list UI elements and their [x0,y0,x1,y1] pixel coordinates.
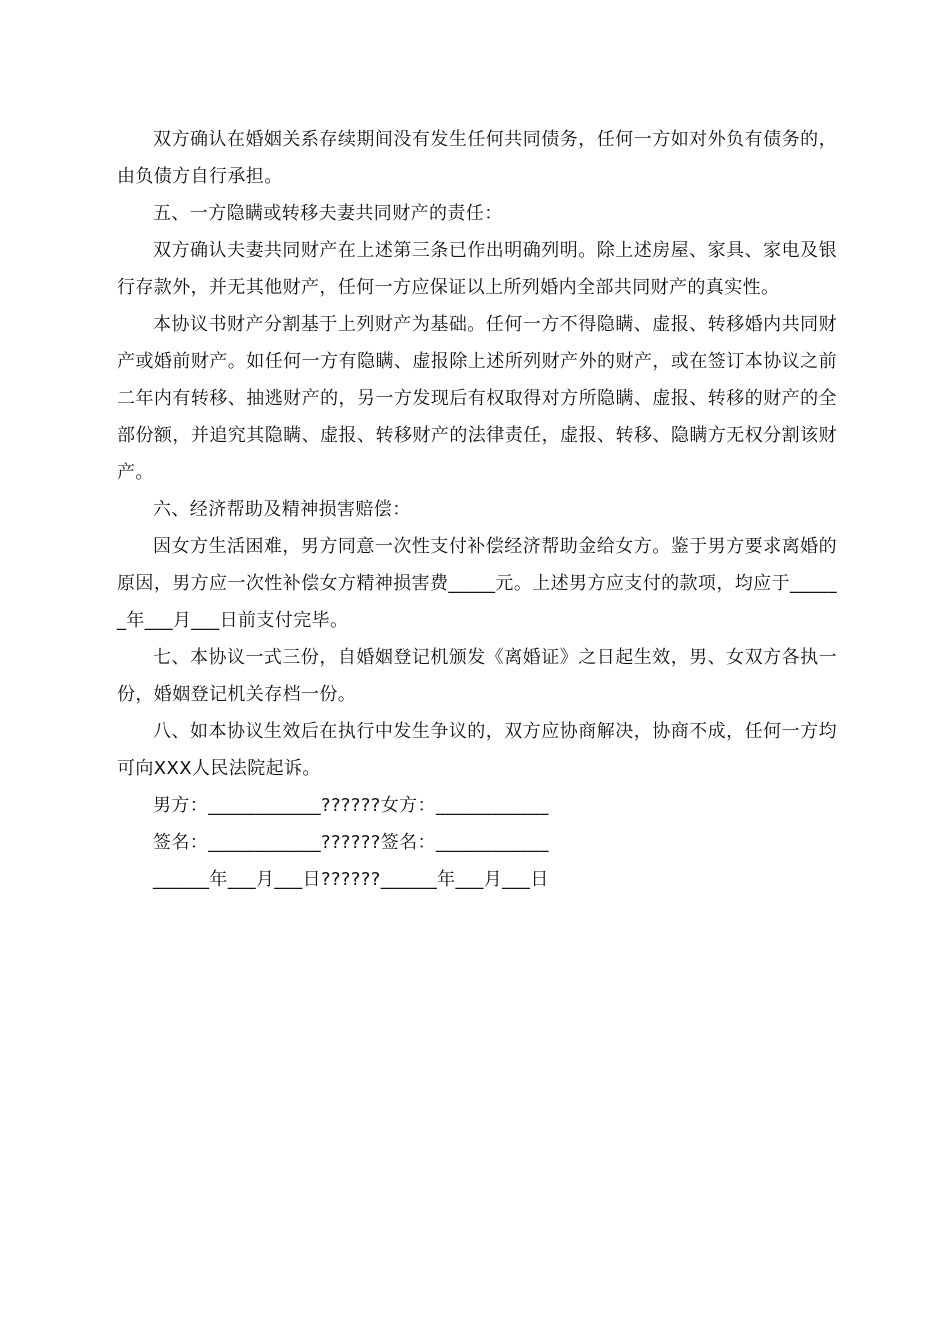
paragraph-property-concealment: 本协议书财产分割基于上列财产为基础。任何一方不得隐瞒、虚报、转移婚内共同财产或婚前财产。如任何一方有隐瞒、虚报除上述所列财产外的财产，或在签订本协议之前二年内有转移、抽逃财产的，另一方发现后有权取得对方所隐瞒、虚报、转移的财产的全部份额，并追究其隐瞒、虚报、转移财产的法律责任，虚报、转移、隐瞒方无权分割该财产。 [117,314,837,483]
paragraph-debt-clause: 双方确认在婚姻关系存续期间没有发生任何共同债务，任何一方如对外负有债务的，由负债方自行承担。 [117,129,837,187]
signature-date-line: ______年___月___日??????______年___月___日 [153,869,549,890]
section-heading-five: 五、一方隐瞒或转移夫妻共同财产的责任： [153,203,503,224]
paragraph-property-confirmation: 双方确认夫妻共同财产在上述第三条已作出明确列明。除上述房屋、家具、家电及银行存款外，并无其他财产，任何一方应保证以上所列婚内全部共同财产的真实性。 [117,240,837,298]
paragraph-compensation: 因女方生活困难，男方同意一次性支付补偿经济帮助金给女方。鉴于男方要求离婚的原因，男方应一次性补偿女方精神损害费_____元。上述男方应支付的款项，均应于______年___月___日前支付完毕。 [117,536,837,631]
paragraph-clause-seven: 七、本协议一式三份，自婚姻登记机颁发《离婚证》之日起生效，男、女双方各执一份，婚姻登记机关存档一份。 [117,647,837,705]
section-heading-six: 六、经济帮助及精神损害赔偿： [153,499,411,520]
signature-sign-line: 签名：____________??????签名：____________ [153,832,549,853]
paragraph-clause-eight: 八、如本协议生效后在执行中发生争议的，双方应协商解决，协商不成，任何一方均可向XXX人民法院起诉。 [117,721,837,779]
document-body [117,121,837,898]
signature-parties-line: 男方：____________??????女方：____________ [153,795,549,816]
